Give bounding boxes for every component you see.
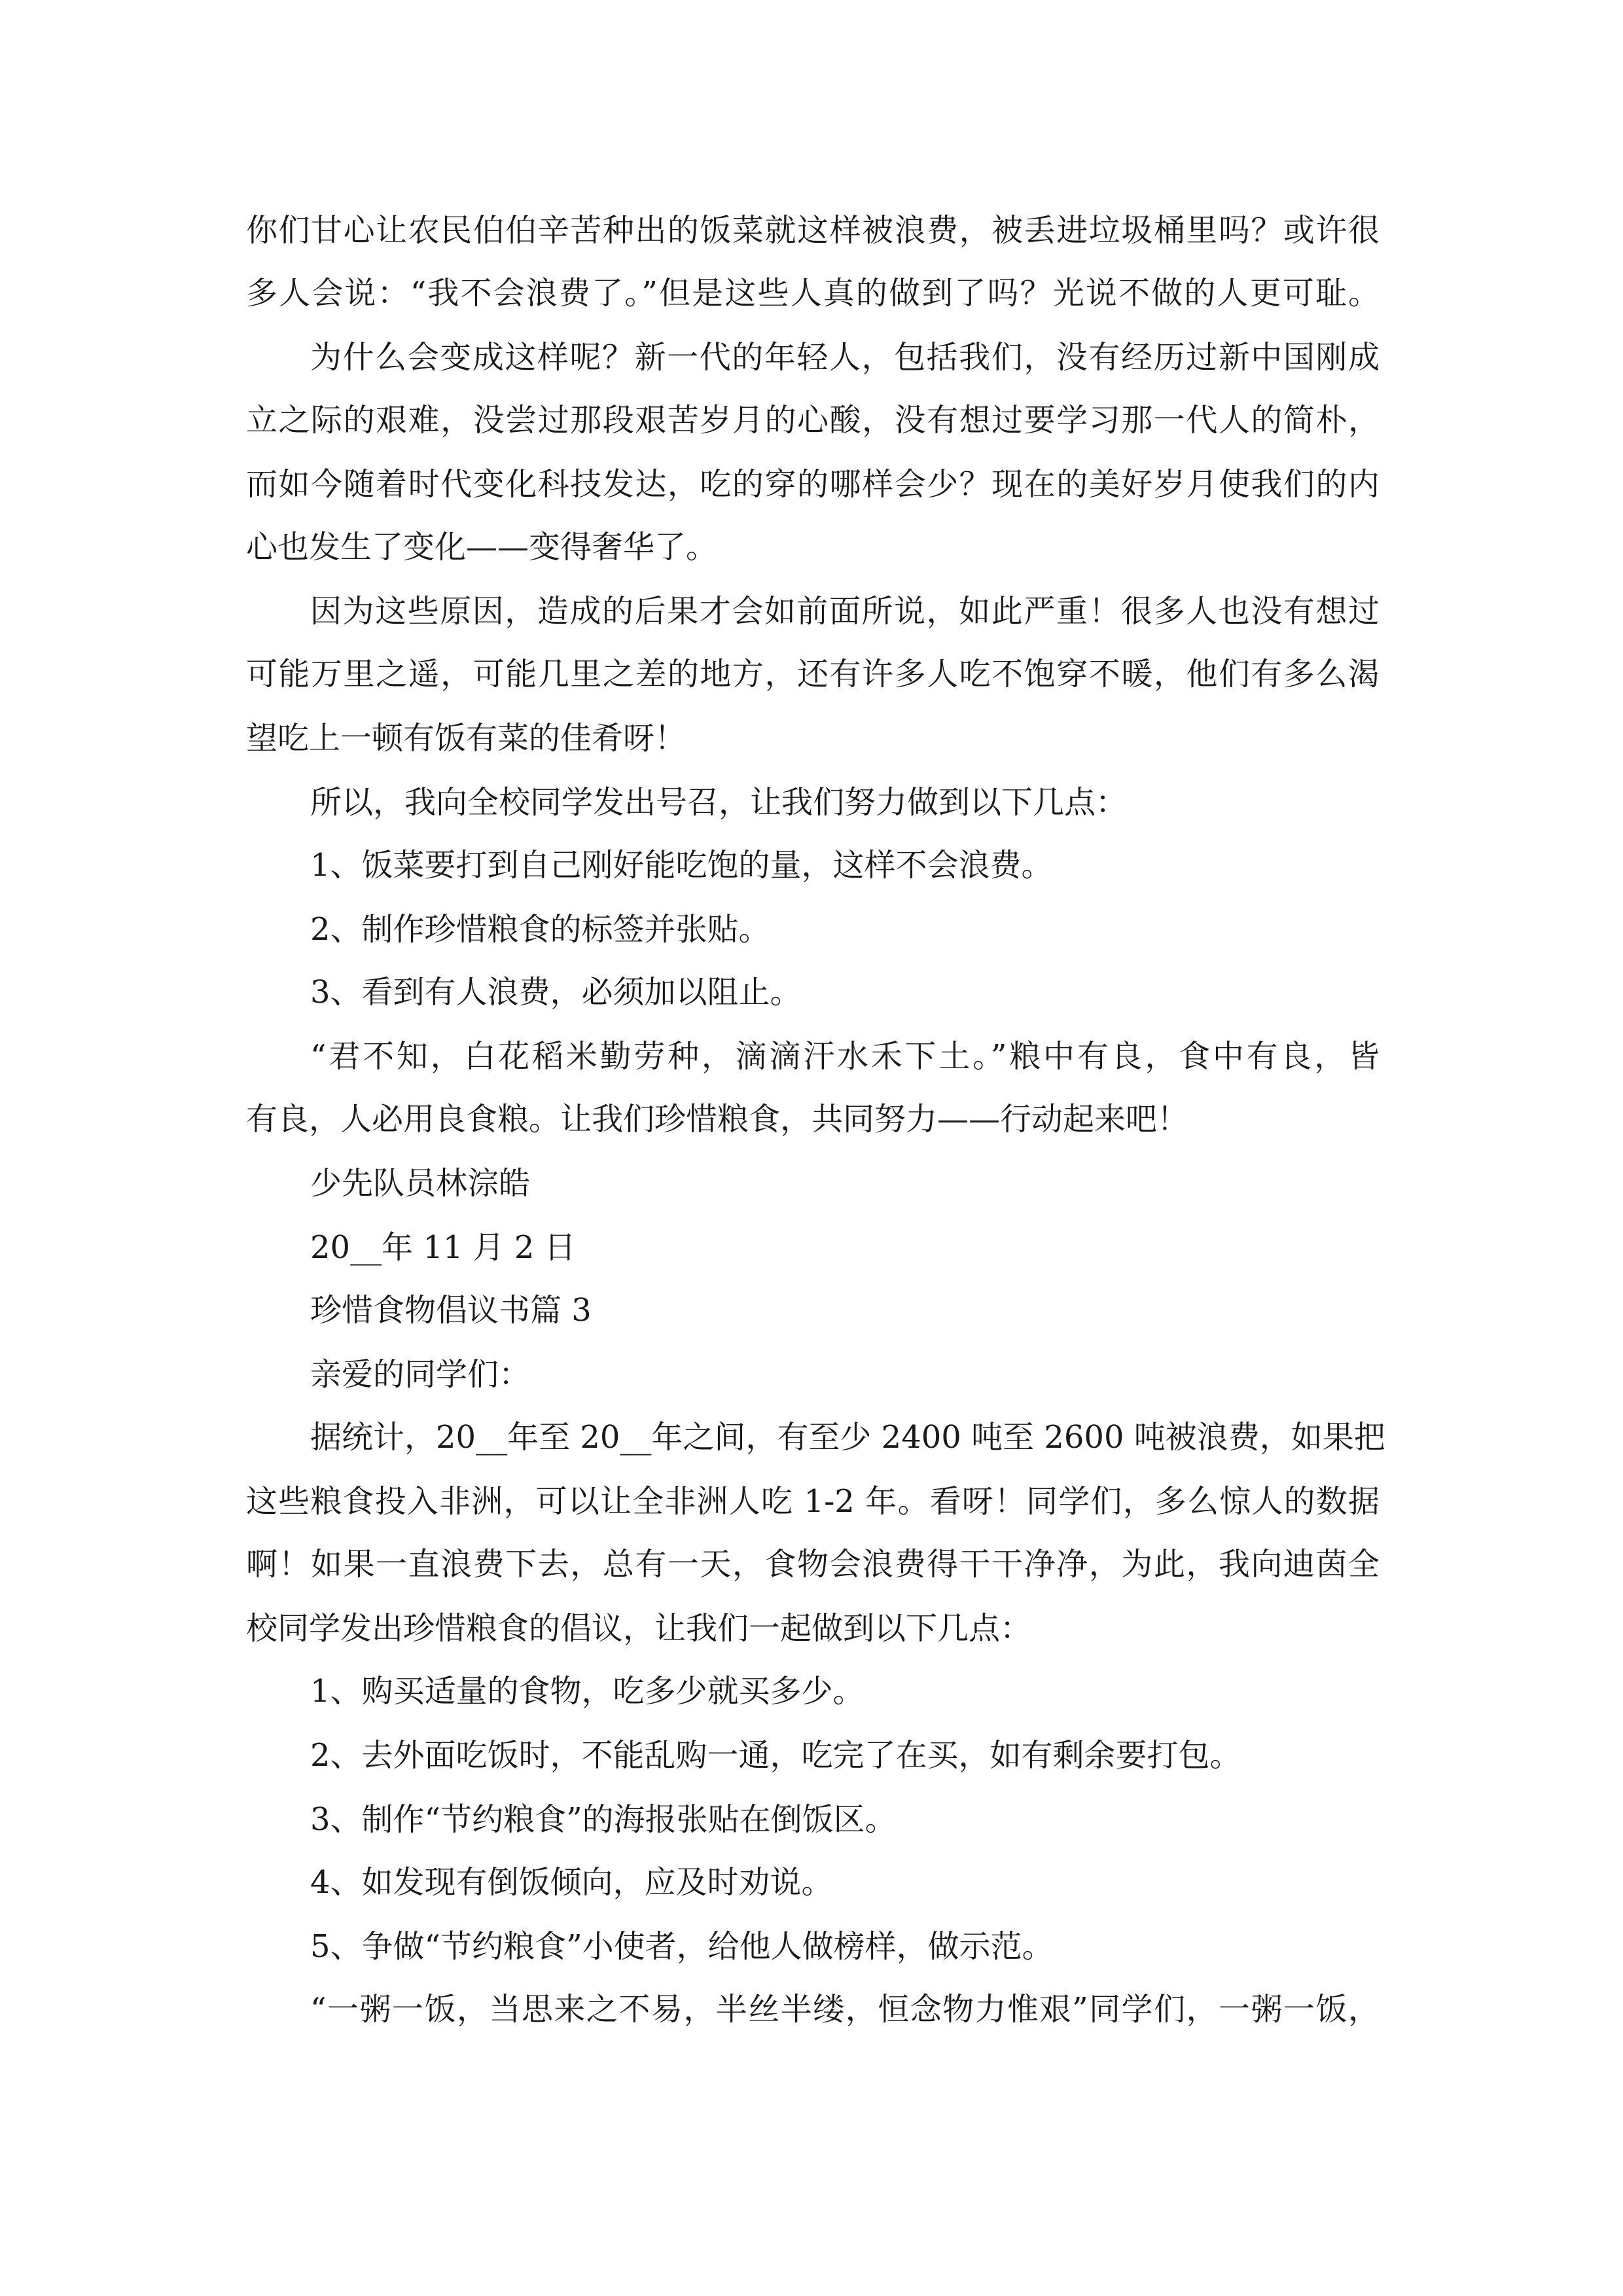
list-item: 2、制作珍惜粮食的标签并张贴。 bbox=[310, 911, 770, 948]
text-line: 心也发生了变化——变得奢华了。 bbox=[246, 529, 718, 565]
text-line: 望吃上一顿有饭有菜的佳肴呀！ bbox=[246, 720, 687, 757]
list-item: 5、争做“节约粮食”小使者，给他人做榜样，做示范。 bbox=[310, 1928, 1054, 1965]
text-line: 有良，人必用良食粮。让我们珍惜粮食，共同努力——行动起来吧！ bbox=[246, 1101, 1189, 1138]
text-line: 这些粮食投入非洲，可以让全非洲人吃 1-2 年。看呀！同学们，多么惊人的数据 bbox=[246, 1483, 1380, 1520]
list-item: 1、购买适量的食物，吃多少就买多少。 bbox=[310, 1673, 865, 1710]
list-item: 4、如发现有倒饭倾向，应及时劝说。 bbox=[310, 1864, 833, 1901]
list-item: 3、看到有人浪费，必须加以阻止。 bbox=[310, 974, 802, 1011]
text-line: 校同学发出珍惜粮食的倡议，让我们一起做到以下几点： bbox=[246, 1610, 1032, 1647]
text-line: 立之际的艰难，没尝过那段艰苦岁月的心酸，没有想过要学习那一代人的简朴， bbox=[246, 402, 1380, 439]
list-item: 1、饭菜要打到自己刚好能吃饱的量，这样不会浪费。 bbox=[310, 847, 1053, 884]
text-line: 可能万里之遥，可能几里之差的地方，还有许多人吃不饱穿不暖，他们有多么渴 bbox=[246, 656, 1380, 692]
text-line: 而如今随着时代变化科技发达，吃的穿的哪样会少？现在的美好岁月使我们的内 bbox=[246, 466, 1380, 503]
text-line: “君不知，白花稻米勤劳种，滴滴汗水禾下土。”粮中有良，食中有良，皆 bbox=[310, 1038, 1380, 1075]
text-line: 你们甘心让农民伯伯辛苦种出的饭菜就这样被浪费，被丢进垃圾桶里吗？或许很 bbox=[246, 212, 1380, 249]
text-line: 因为这些原因，造成的后果才会如前面所说，如此严重！很多人也没有想过 bbox=[310, 593, 1380, 630]
text-line: 据统计，20__年至 20__年之间，有至少 2400 吨至 2600 吨被浪费，如果把 bbox=[310, 1419, 1385, 1456]
section-title: 珍惜食物倡议书篇 3 bbox=[310, 1292, 592, 1329]
list-item: 2、去外面吃饭时，不能乱购一通，吃完了在买，如有剩余要打包。 bbox=[310, 1737, 1241, 1774]
text-line: 多人会说：“我不会浪费了。”但是这些人真的做到了吗？光说不做的人更可耻。 bbox=[246, 275, 1380, 312]
text-line: 啊！如果一直浪费下去，总有一天，食物会浪费得干干净净，为此，我向迪茵全 bbox=[246, 1546, 1380, 1583]
salutation: 亲爱的同学们： bbox=[310, 1356, 531, 1393]
text-line: 所以，我向全校同学发出号召，让我们努力做到以下几点： bbox=[310, 784, 1128, 821]
list-item: 3、制作“节约粮食”的海报张贴在倒饭区。 bbox=[310, 1801, 897, 1838]
text-line: “一粥一饭，当思来之不易，半丝半缕，恒念物力惟艰”同学们，一粥一饭， bbox=[310, 1991, 1380, 2028]
date-line: 20__年 11 月 2 日 bbox=[310, 1229, 576, 1266]
author-signature: 少先队员林淙皓 bbox=[310, 1165, 531, 1202]
text-line: 为什么会变成这样呢？新一代的年轻人，包括我们，没有经历过新中国刚成 bbox=[310, 339, 1380, 376]
